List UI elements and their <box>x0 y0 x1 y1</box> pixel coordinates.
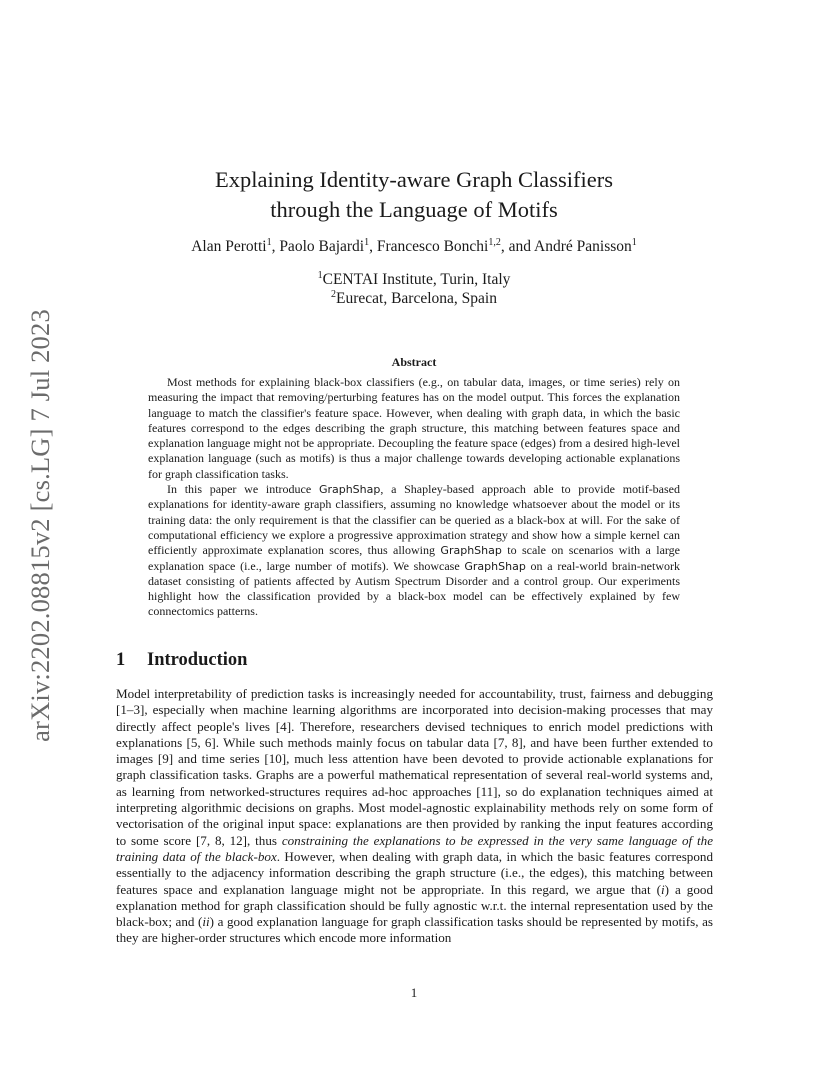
text-run: , a Shapley-based approach able to provide motif-based explanations for identity-aware graph classifiers, assuming no knowledge whatsoever about the model or its training data: the only requirement is that the classifier can be queried as a black-box at will. For the sake of computational efficiency we explore a progressive approximation strategy and show how a simple kernel can efficiently approximate explanation scores, thus allowing <box>148 482 681 558</box>
citation-link[interactable]: [10] <box>264 751 287 767</box>
author-list: Alan Perotti$^1$, Paolo Bajardi$^1$, Francesco Bonchi$^{1,2}$, and André Panisson$^1$ <box>191 237 637 255</box>
text-run: and time series <box>177 751 260 767</box>
emphasized-text: i <box>660 881 665 897</box>
citation-link[interactable]: [4] <box>275 718 292 734</box>
text-run: , and have been further extended to images <box>116 734 713 767</box>
method-name: GraphShap <box>464 559 526 573</box>
section-heading <box>116 650 247 671</box>
section-title: Introduction <box>147 650 248 670</box>
author-name: Paolo Bajardi <box>279 238 365 255</box>
emphasized-text: ii <box>202 914 210 930</box>
citation-link[interactable]: [1–3] <box>116 702 145 718</box>
citation-link[interactable]: [11] <box>476 783 498 799</box>
text-run: . Therefore, researchers devised techniques to enrich model predictions with explanations <box>116 718 713 750</box>
citation-link[interactable]: [5, 6] <box>186 734 216 750</box>
affiliation-2 <box>0 290 828 308</box>
text-run: . However, when dealing with graph data, in which the basic features correspond essentially to the adjacency information describing the graph structure (i.e., the edges), this matching between features space and explanation language might not be appropriate. In this regard, we argue that ( <box>116 848 713 897</box>
text-run: ) a good explanation method for graph classification should be fully agnostic w.r.t. the internal representation used by the black-box; and ( <box>116 881 713 930</box>
text-run: In this paper we introduce <box>167 482 312 497</box>
text-run: , much less attention have been devoted to provide actionable explanations for graph classification tasks. Graphs are a powerful mathematical representation of several real-world systems and, as learning from networked-structures requires ad-hoc approaches <box>116 751 713 799</box>
arxiv-identifier: arXiv:2202.08815v2 [cs.LG] 7 Jul 2023 <box>24 308 55 742</box>
text-run: on a real-world brain-network dataset consisting of patients affected by Autism Spectrum Disorder and a control group. Our experiments highlight how the classification provided by a black-box model can be effectively explained by few connectomics patterns. <box>148 558 681 619</box>
title-line-1: Explaining Identity-aware Graph Classifiers <box>214 167 613 192</box>
abstract-paragraph-1: Most methods for explaining black-box classifiers (e.g., on tabular data, images, or time series) rely on measuring the impact that removing/perturbing features has on the model output. This forces the explanation language to match the classifier's feature space. However, when dealing with graph data, in which the basic features correspond to the edges describing the graph structure, this matching between features space and explanation language might not be appropriate. Decoupling the feature space (edges) from a desired high-level explanation language (such as motifs) is thus a major challenge towards developing actionable explanations for graph classification tasks. <box>148 375 680 481</box>
author-affil-mark: 1,2 <box>488 237 501 248</box>
affiliation-text: Eurecat, Barcelona, Spain <box>336 290 497 307</box>
page-number: 1 <box>410 985 418 1000</box>
paper-title <box>0 165 828 225</box>
affiliation-text: CENTAI Institute, Turin, Italy <box>322 271 511 288</box>
section-number: 1 <box>116 650 126 670</box>
author-name: Alan Perotti <box>191 238 267 255</box>
text-run: , so do explanation techniques aimed at interpreting algorithmic decisions on graphs. Most model-agnostic explainability methods rely on some form of vectorisation of the original input space: explanations are then provided by ranking the input features according to some score <box>116 783 713 848</box>
emphasized-text: constraining the explanations to be expressed in the very same language of the training data of the black-box <box>116 832 714 864</box>
text-run: ) a good explanation language for graph classification tasks should be represented by motifs, as they are higher-order structures which encode more information <box>116 914 713 946</box>
author-name: André Panisson <box>534 238 632 255</box>
abstract <box>148 375 680 620</box>
introduction-paragraph <box>116 686 713 947</box>
author-affil-mark: 1 <box>364 237 370 248</box>
affiliation-mark: 2 <box>331 289 337 300</box>
text-run: , thus <box>247 832 277 848</box>
text-run: , especially when machine learning algorithms are incorporated into decision-making processes that may directly affect people's lives <box>116 702 713 734</box>
text-run: to scale on scenarios with a large explanation space (i.e., large number of motifs). We showcase <box>148 543 681 573</box>
author-name: Francesco Bonchi <box>376 238 489 255</box>
author-conjunction: and <box>508 238 531 255</box>
author-affil-mark: 1 <box>266 237 272 248</box>
text-run: . While such methods mainly focus on tabular data <box>215 734 490 750</box>
abstract-heading: Abstract <box>391 355 437 369</box>
affiliation-mark: 1 <box>317 270 323 281</box>
method-name: GraphShap <box>318 483 381 497</box>
affiliation-1 <box>0 271 828 289</box>
text-run: Model interpretability of prediction tasks is increasingly needed for accountability, trust, fairness and debugging <box>116 686 713 701</box>
title-line-2: through the Language of Motifs <box>270 197 558 222</box>
method-name: GraphShap <box>440 544 502 558</box>
citation-link[interactable]: [7, 8, 12] <box>195 832 248 848</box>
citation-link[interactable]: [9] <box>157 751 174 767</box>
introduction-body <box>116 686 713 947</box>
author-affil-mark: 1 <box>631 237 637 248</box>
citation-link[interactable]: [7, 8] <box>493 734 523 750</box>
abstract-paragraph-2 <box>148 482 680 620</box>
